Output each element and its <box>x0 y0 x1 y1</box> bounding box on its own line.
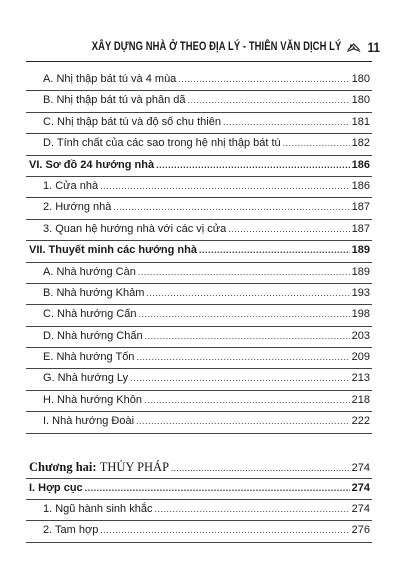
toc-entry[interactable] <box>26 284 372 305</box>
toc-entry[interactable] <box>26 327 372 348</box>
toc-entry-label: C. Nhị thập bát tú và độ số chu thiên <box>43 115 221 128</box>
chapter-name: THỦY PHÁP <box>99 459 170 474</box>
toc-entry[interactable] <box>26 500 372 521</box>
leader-dots <box>136 352 349 362</box>
toc-entry-page: 203 <box>351 329 370 342</box>
toc-entry-label: A. Nhà hướng Càn <box>43 265 136 278</box>
toc-entry-page: 209 <box>351 351 370 364</box>
section-gap <box>26 434 372 457</box>
toc-entry-label: 3. Quan hệ hướng nhà với các vị cửa <box>43 222 227 235</box>
toc-entry[interactable] <box>26 113 372 134</box>
toc-section-page: 186 <box>351 158 370 171</box>
running-header <box>75 38 416 56</box>
toc-entry-label: A. Nhị thập bát tú và 4 mùa <box>43 73 177 85</box>
toc-entry-label: G. Nhà hướng Ly <box>43 372 129 385</box>
chapter-title <box>29 460 169 475</box>
leader-dots <box>136 416 350 426</box>
leader-dots <box>178 74 349 84</box>
leader-dots <box>223 117 350 127</box>
toc-entry[interactable] <box>26 70 372 91</box>
toc-entry-page: 276 <box>351 524 370 537</box>
toc-entry-label: C. Nhà hướng Cấn <box>43 308 137 321</box>
toc-entry-page: 274 <box>351 503 370 516</box>
toc-entry-label: H. Nhà hướng Khôn <box>43 393 142 406</box>
toc-entry-page: 213 <box>351 372 370 385</box>
toc-entry-page: 193 <box>351 286 370 299</box>
leader-dots <box>100 525 349 535</box>
toc-section-label: VII. Thuyết minh các hướng nhà <box>29 244 197 257</box>
toc-entry[interactable] <box>26 198 372 219</box>
leader-dots <box>146 288 349 298</box>
book-title: XÂY DỰNG NHÀ Ở THEO ĐỊA LÝ - THIÊN VĂN DỊCH LÝ <box>91 41 342 53</box>
leader-dots <box>85 483 350 493</box>
toc-entry-label: D. Tính chất của các sao trong hệ nhị thập bát tú <box>43 137 281 150</box>
toc-entry[interactable] <box>26 220 372 241</box>
toc-entry[interactable] <box>26 263 372 284</box>
toc-section[interactable] <box>26 241 372 262</box>
toc-section-page: 274 <box>351 481 370 494</box>
toc-entry-page: 181 <box>351 115 370 128</box>
toc-entry-page: 187 <box>351 201 370 214</box>
toc-entry[interactable] <box>26 391 372 412</box>
leader-dots <box>138 309 349 319</box>
leader-dots <box>144 395 350 405</box>
toc-section[interactable] <box>26 156 372 177</box>
header-rule <box>26 61 372 62</box>
toc-entry-page: 182 <box>351 137 370 150</box>
toc-entry[interactable] <box>26 348 372 369</box>
leader-dots <box>199 245 350 255</box>
toc-entry-page: 187 <box>351 222 370 235</box>
toc-entry-label: I. Nhà hướng Đoài <box>43 415 135 428</box>
toc-entry-label: B. Nhà hướng Khảm <box>43 286 145 299</box>
toc-entry-page: 180 <box>351 73 370 85</box>
leader-dots <box>154 504 349 514</box>
toc-entry-label: 1. Ngũ hành sinh khắc <box>43 503 153 516</box>
page-number: 11 <box>367 39 380 55</box>
toc-entry-label: 1. Cửa nhà <box>43 179 99 192</box>
toc-entry[interactable] <box>26 521 372 542</box>
toc-entry[interactable] <box>26 134 372 155</box>
toc-entry-page: 180 <box>351 94 370 107</box>
toc-entry-label: E. Nhà hướng Tốn <box>43 351 135 364</box>
leader-dots <box>100 181 350 191</box>
leader-dots <box>188 95 350 105</box>
table-of-contents <box>26 70 372 543</box>
toc-entry-label: 2. Tam hợp <box>43 524 99 537</box>
leader-dots <box>283 138 350 148</box>
leader-dots <box>130 373 350 383</box>
toc-section[interactable] <box>26 479 372 500</box>
toc-entry[interactable] <box>26 369 372 390</box>
leader-dots <box>156 160 350 170</box>
toc-entry[interactable] <box>26 412 372 433</box>
toc-entry[interactable] <box>26 177 372 198</box>
leader-dots <box>228 224 349 234</box>
leader-dots <box>113 202 349 212</box>
toc-entry-page: 189 <box>351 265 370 278</box>
toc-entry[interactable] <box>26 305 372 326</box>
chapter-prefix: Chương hai: <box>29 459 100 474</box>
toc-entry-label: D. Nhà hướng Chấn <box>43 329 143 342</box>
leader-dots <box>138 267 350 277</box>
toc-chapter[interactable] <box>26 457 372 479</box>
book-icon <box>346 41 361 53</box>
toc-entry-page: 198 <box>351 308 370 321</box>
toc-section-page: 189 <box>351 244 370 257</box>
toc-entry-page: 218 <box>351 393 370 406</box>
toc-entry-page: 186 <box>351 179 370 192</box>
toc-entry-label: 2. Hướng nhà <box>43 201 112 214</box>
toc-entry-page: 222 <box>351 415 370 428</box>
toc-entry[interactable] <box>26 91 372 112</box>
toc-section-label: VI. Sơ đồ 24 hướng nhà <box>29 158 155 171</box>
leader-dots <box>145 331 350 341</box>
leader-dots <box>171 463 350 473</box>
toc-entry-label: B. Nhị thập bát tú và phân dã <box>43 94 186 107</box>
toc-section-label: I. Hợp cục <box>29 481 83 494</box>
chapter-page: 274 <box>351 461 370 474</box>
